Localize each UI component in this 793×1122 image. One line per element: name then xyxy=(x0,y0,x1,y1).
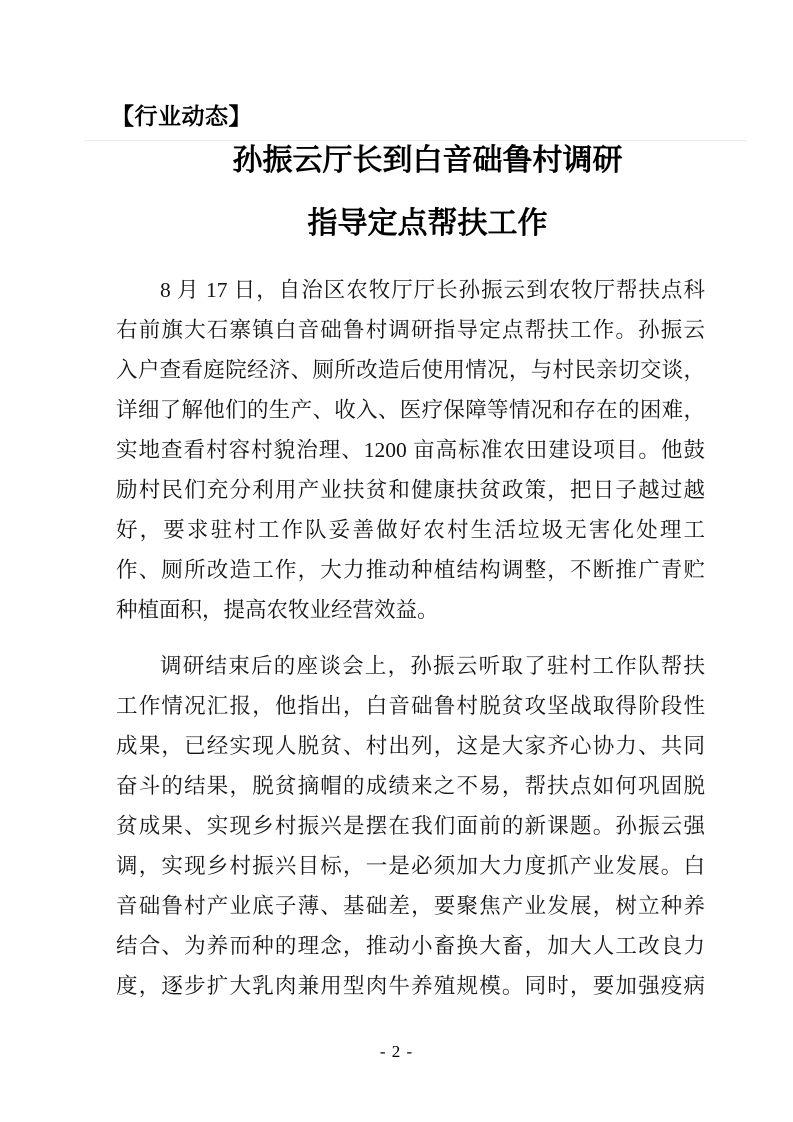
body-line: 奋斗的结果，脱贫摘帽的成绩来之不易，帮扶点如何巩固脱 xyxy=(116,774,705,798)
body-line: 右前旗大石寨镇白音础鲁村调研指导定点帮扶工作。孙振云 xyxy=(116,318,705,342)
article-title-line-2: 指导定点帮扶工作 xyxy=(307,207,548,240)
body-line: 贫成果、实现乡村振兴是摆在我们面前的新课题。孙振云强 xyxy=(116,814,705,838)
body-line: 详细了解他们的生产、收入、医疗保障等情况和存在的困难， xyxy=(116,398,705,422)
body-line: 成果，已经实现人脱贫、村出列，这是大家齐心协力、共同 xyxy=(116,734,705,758)
body-line: 音础鲁村产业底子薄、基础差，要聚焦产业发展，树立种养 xyxy=(116,894,705,918)
body-line: 调，实现乡村振兴目标，一是必须加大力度抓产业发展。白 xyxy=(116,854,705,878)
body-line: 实地查看村容村貌治理、1200 亩高标准农田建设项目。他鼓 xyxy=(116,438,705,462)
article-title-line-1: 孙振云厅长到白音础鲁村调研 xyxy=(232,144,623,177)
body-line: 入户查看庭院经济、厕所改造后使用情况，与村民亲切交谈， xyxy=(116,358,705,382)
body-line: 工作情况汇报，他指出，白音础鲁村脱贫攻坚战取得阶段性 xyxy=(116,694,705,718)
paragraph-1 xyxy=(116,270,705,630)
paragraph-2 xyxy=(116,646,705,1006)
body-line: 好，要求驻村工作队妥善做好农村生活垃圾无害化处理工 xyxy=(116,518,705,542)
body-line: 种植面积，提高农牧业经营效益。 xyxy=(116,598,439,622)
body-line: 调研结束后的座谈会上，孙振云听取了驻村工作队帮扶 xyxy=(160,654,705,678)
page-number: - 2 - xyxy=(379,1042,414,1061)
article-body xyxy=(116,270,705,1006)
body-line: 度，逐步扩大乳肉兼用型肉牛养殖规模。同时，要加强疫病 xyxy=(116,974,705,998)
body-line: 结合、为养而种的理念，推动小畜换大畜，加大人工改良力 xyxy=(116,934,705,958)
body-line: 作、厕所改造工作，大力推动种植结构调整，不断推广青贮 xyxy=(116,558,705,582)
section-header: 【行业动态】 xyxy=(111,104,252,130)
body-line: 8 月 17 日，自治区农牧厅厅长孙振云到农牧厅帮扶点科 xyxy=(160,278,705,302)
body-line: 励村民们充分利用产业扶贫和健康扶贫政策，把日子越过越 xyxy=(116,478,705,502)
